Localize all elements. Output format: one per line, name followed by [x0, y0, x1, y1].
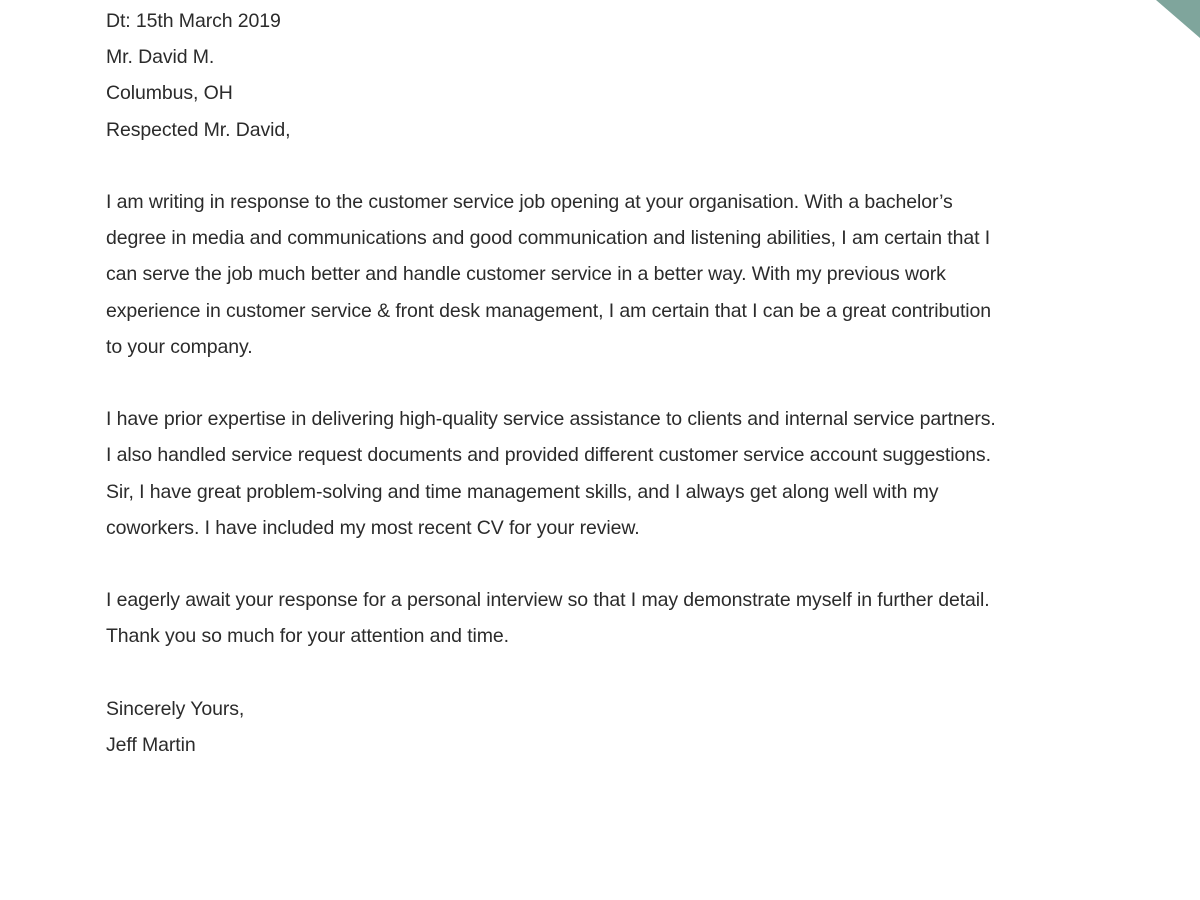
- paragraph-2: [106, 401, 1046, 546]
- closing: Sincerely Yours,: [106, 697, 245, 720]
- paragraph-line: I also handled service request documents and provided different customer service account suggestions.: [106, 444, 991, 467]
- paragraph-line: coworkers. I have included my most recent CV for your review.: [106, 516, 640, 539]
- paragraph-line: experience in customer service & front desk management, I am certain that I can be a great contribution: [106, 299, 991, 322]
- letter-body: [106, 3, 1046, 763]
- paragraph-3: [106, 582, 1046, 654]
- paragraph-1: [106, 184, 1046, 365]
- letter-date: Dt: 15th March 2019: [106, 10, 281, 32]
- paragraph-line: I am writing in response to the customer service job opening at your organisation. With a bachelor’s: [106, 191, 953, 213]
- paragraph-line: to your company.: [106, 335, 253, 358]
- paragraph-spacer: [106, 365, 1046, 401]
- paragraph-line: Sir, I have great problem-solving and time management skills, and I always get along well with my: [106, 480, 939, 503]
- paragraph-line: I have prior expertise in delivering high-quality service assistance to clients and internal service partners.: [106, 408, 996, 431]
- paragraph-line: degree in media and communications and good communication and listening abilities, I am certain that I: [106, 227, 991, 250]
- recipient-location: Columbus, OH: [106, 82, 233, 105]
- paragraph-spacer: [106, 148, 1046, 184]
- signature-name: Jeff Martin: [106, 734, 196, 756]
- paragraph-line: can serve the job much better and handle customer service in a better way. With my previous work: [106, 263, 946, 286]
- paragraph-line: Thank you so much for your attention and time.: [106, 625, 509, 648]
- paragraph-spacer: [106, 655, 1046, 691]
- recipient-name: Mr. David M.: [106, 46, 215, 69]
- corner-accent-triangle: [1156, 0, 1200, 38]
- paragraph-spacer: [106, 546, 1046, 582]
- paragraph-line: I eagerly await your response for a personal interview so that I may demonstrate myself in further detail.: [106, 589, 990, 612]
- salutation: Respected Mr. David,: [106, 118, 291, 141]
